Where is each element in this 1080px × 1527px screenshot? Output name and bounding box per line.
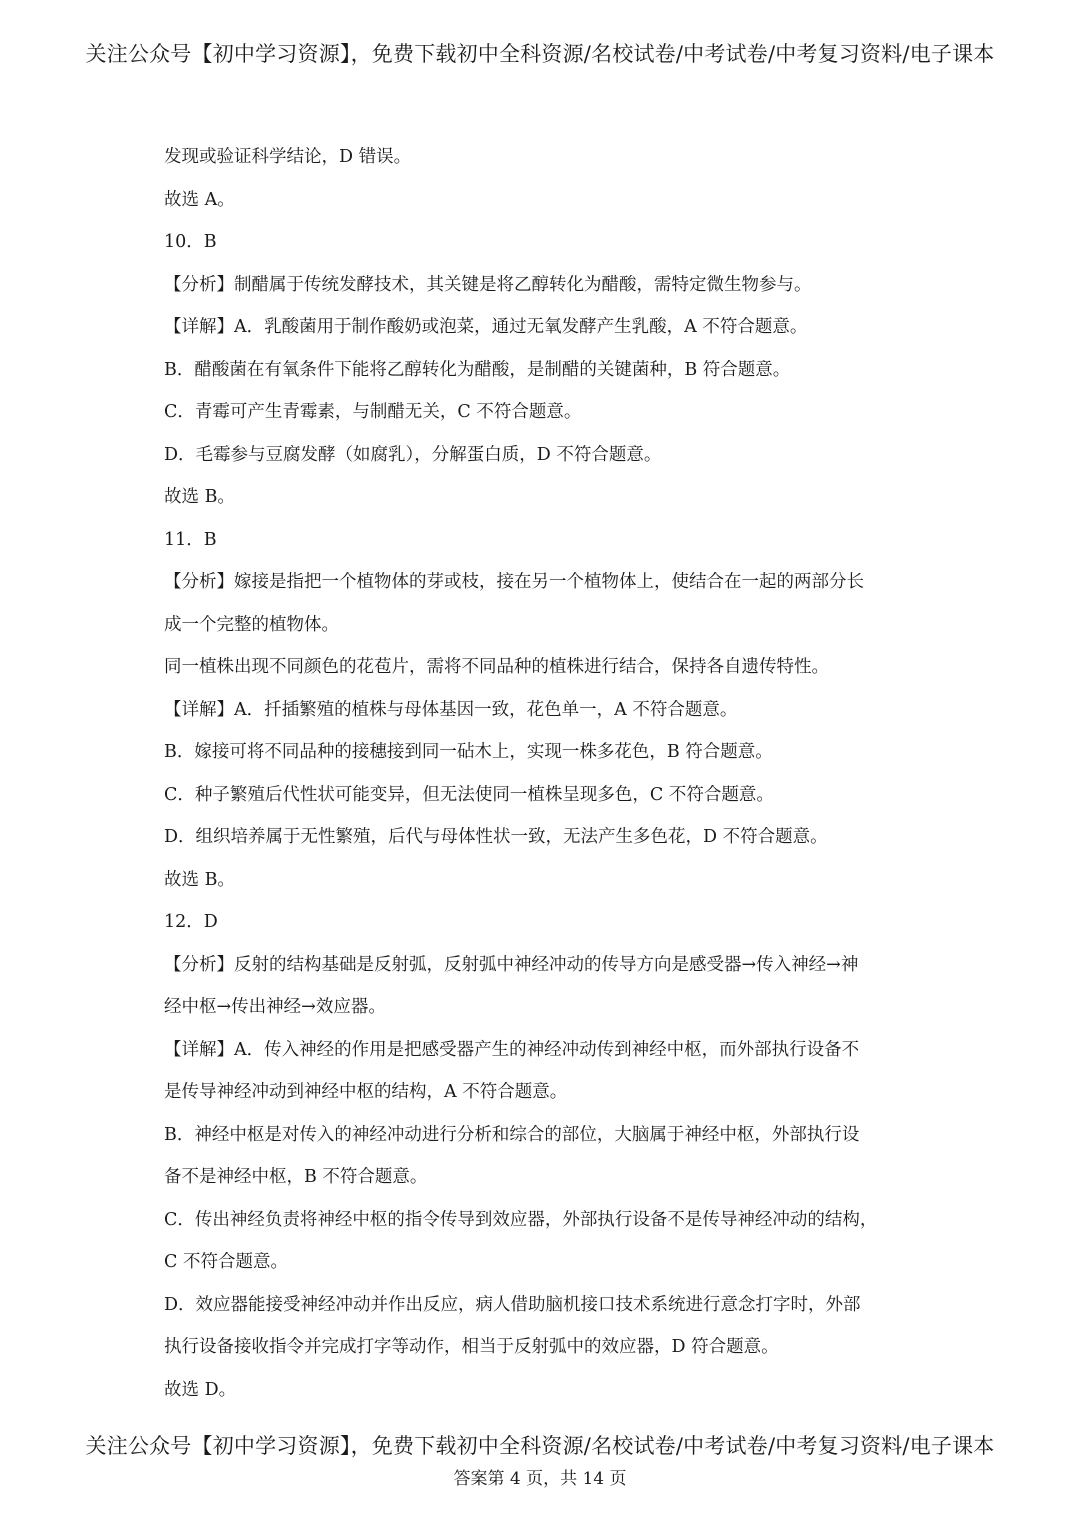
text-line: 【详解】A．乳酸菌用于制作酸奶或泡菜，通过无氧发酵产生乳酸，A 不符合题意。 (164, 317, 808, 337)
text-line: 同一植株出现不同颜色的花苞片，需将不同品种的植株进行结合，保持各自遗传特性。 (164, 657, 829, 677)
text-line: 【详解】A．扦插繁殖的植株与母体基因一致，花色单一，A 不符合题意。 (164, 699, 738, 720)
text-line: B．神经中枢是对传入的神经冲动进行分析和综合的部位，大脑属于神经中枢，外部执行设 (164, 1124, 860, 1145)
text-line: 故选 D。 (164, 1379, 237, 1400)
text-line: 【详解】A．传入神经的作用是把感受器产生的神经冲动传到神经中枢，而外部执行设备不 (164, 1039, 860, 1060)
text-line: 12．D (164, 912, 218, 932)
text-line: 【分析】制醋属于传统发酵技术，其关键是将乙醇转化为醋酸，需特定微生物参与。 (164, 274, 812, 295)
text-line: 【分析】嫁接是指把一个植物体的芽或枝，接在另一个植物体上，使结合在一起的两部分长 (164, 572, 864, 592)
text-line: B．嫁接可将不同品种的接穗接到同一砧木上，实现一株多花色，B 符合题意。 (164, 742, 773, 762)
text-line: C．种子繁殖后代性状可能变异，但无法使同一植株呈现多色，C 不符合题意。 (164, 784, 774, 805)
page-number: 答案第 4 页，共 14 页 (453, 1469, 627, 1489)
text-line: C．青霉可产生青霉素，与制醋无关，C 不符合题意。 (164, 402, 582, 422)
text-line: 故选 B。 (164, 869, 235, 890)
text-line: 故选 A。 (164, 189, 235, 210)
text-line: 经中枢→传出神经→效应器。 (164, 997, 386, 1017)
text-line: 【分析】反射的结构基础是反射弧，反射弧中神经冲动的传导方向是感受器→传入神经→神 (164, 954, 859, 975)
text-line: B．醋酸菌在有氧条件下能将乙醇转化为醋酸，是制醋的关键菌种，B 符合题意。 (164, 359, 791, 380)
text-line: 成一个完整的植物体。 (164, 614, 339, 635)
text-line: D．效应器能接受神经冲动并作出反应，病人借助脑机接口技术系统进行意念打字时，外部 (164, 1294, 861, 1315)
text-line: 备不是神经中枢，B 不符合题意。 (164, 1167, 428, 1187)
text-line: 11．B (164, 529, 217, 550)
footer-banner: 关注公众号【初中学习资源】，免费下载初中全科资源/名校试卷/中考试卷/中考复习资料/电子课本 (85, 1434, 995, 1458)
text-line: C．传出神经负责将神经中枢的指令传导到效应器，外部执行设备不是传导神经冲动的结构， (164, 1209, 878, 1230)
text-line: 故选 B。 (164, 487, 235, 507)
header-banner: 关注公众号【初中学习资源】，免费下载初中全科资源/名校试卷/中考试卷/中考复习资料/电子课本 (85, 42, 995, 66)
text-line: 发现或验证科学结论，D 错误。 (164, 147, 412, 167)
text-line: 是传导神经冲动到神经中枢的结构，A 不符合题意。 (164, 1082, 568, 1102)
text-line: 执行设备接收指令并完成打字等动作，相当于反射弧中的效应器，D 符合题意。 (164, 1337, 779, 1357)
text-line: 10．B (164, 232, 217, 252)
answer-body (164, 136, 920, 1411)
text-line: D．毛霉参与豆腐发酵（如腐乳），分解蛋白质，D 不符合题意。 (164, 444, 662, 465)
text-line: C 不符合题意。 (164, 1252, 288, 1272)
text-line: D．组织培养属于无性繁殖，后代与母体性状一致，无法产生多色花，D 不符合题意。 (164, 827, 828, 847)
